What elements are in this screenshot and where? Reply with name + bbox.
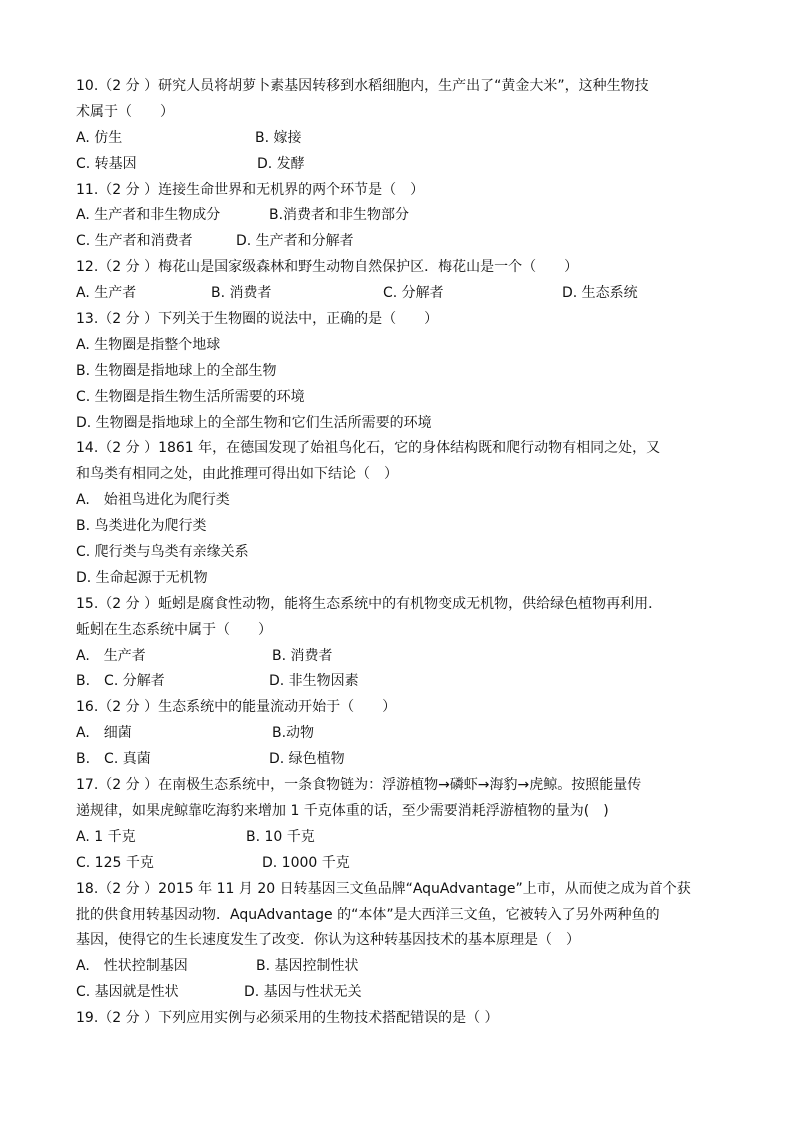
question-text: 基因，使得它的生长速度发生了改变．你认为这种转基因技术的基本原理是（ ）	[76, 932, 580, 949]
option-c[interactable]: C. 生物圈是指生物生活所需要的环境	[76, 388, 305, 405]
option-row	[76, 644, 726, 670]
question-13	[76, 307, 726, 436]
question-text: 递规律，如果虎鲸靠吃海豹来增加 1 千克体重的话，至少需要消耗浮游植物的量为( )	[76, 802, 609, 819]
question-text: 17.（2 分 ）在南极生态系统中，一条食物链为：浮游植物→磷虾→海豹→虎鲸。按照能量传	[76, 777, 642, 794]
option-c[interactable]: C. 125 千克	[76, 854, 154, 871]
option-a[interactable]: A. 性状控制基因	[76, 958, 188, 975]
option-c[interactable]: C. 爬行类与鸟类有亲缘关系	[76, 544, 249, 561]
option-a[interactable]: A. 仿生	[76, 129, 123, 146]
option-c[interactable]: C. 分解者	[383, 285, 444, 302]
option-b[interactable]: B. 消费者	[211, 285, 272, 302]
option-d[interactable]: D. 生产者和分解者	[236, 233, 354, 250]
option-row	[76, 152, 726, 178]
question-14	[76, 436, 726, 591]
option-row	[76, 954, 726, 980]
question-text: 16.（2 分 ）生态系统中的能量流动开始于（ ）	[76, 699, 397, 716]
option-a[interactable]: A. 始祖鸟进化为爬行类	[76, 492, 230, 509]
option-row	[76, 229, 726, 255]
question-text: 13.（2 分 ）下列关于生物圈的说法中，正确的是（ ）	[76, 311, 439, 328]
option-b[interactable]: B.消费者和非生物部分	[269, 207, 410, 224]
option-b[interactable]: B. 消费者	[272, 647, 333, 664]
option-row	[76, 281, 726, 307]
question-text: 11.（2 分 ）连接生命世界和无机界的两个环节是（ ）	[76, 181, 425, 198]
question-text: 14.（2 分 ）1861 年，在德国发现了始祖鸟化石，它的身体结构既和爬行动物有相同之处，又	[76, 440, 661, 457]
question-10	[76, 74, 726, 178]
option-a[interactable]: A. 生物圈是指整个地球	[76, 336, 221, 353]
option-row	[76, 747, 726, 773]
question-18	[76, 877, 726, 1006]
question-text: 18.（2 分 ）2015 年 11 月 20 日转基因三文鱼品牌“AquAdvantage”上市，从而使之成为首个获	[76, 880, 691, 897]
option-row	[76, 721, 726, 747]
question-text: 12.（2 分 ）梅花山是国家级森林和野生动物自然保护区．梅花山是一个（ ）	[76, 259, 579, 276]
option-a[interactable]: A. 1 千克	[76, 828, 136, 845]
option-d[interactable]: D. 绿色植物	[269, 751, 345, 768]
option-a[interactable]: A. 生产者	[76, 285, 137, 302]
option-a[interactable]: A. 细菌	[76, 725, 132, 742]
option-row	[76, 126, 726, 152]
question-19	[76, 1006, 726, 1032]
option-b[interactable]: B. 基因控制性状	[256, 958, 359, 975]
option-row	[76, 825, 726, 851]
question-11	[76, 178, 726, 256]
option-b[interactable]: B. 10 千克	[246, 828, 315, 845]
option-b[interactable]: B. 鸟类进化为爬行类	[76, 518, 207, 535]
question-15	[76, 592, 726, 696]
option-d[interactable]: D. 生命起源于无机物	[76, 569, 208, 586]
option-d[interactable]: D. 发酵	[257, 155, 305, 172]
option-row	[76, 203, 726, 229]
option-row	[76, 851, 726, 877]
question-17	[76, 773, 726, 877]
question-text: 10.（2 分 ）研究人员将胡萝卜素基因转移到水稻细胞内，生产出了“黄金大米”，这种生物技	[76, 78, 649, 94]
question-12	[76, 255, 726, 307]
option-d[interactable]: D. 基因与性状无关	[244, 984, 362, 1001]
question-text: 批的供食用转基因动物．AquAdvantage 的“本体”是大西洋三文鱼，它被转入了另外两种鱼的	[76, 906, 660, 923]
option-c[interactable]: C. 生产者和消费者	[76, 233, 193, 250]
option-d[interactable]: D. 非生物因素	[269, 673, 359, 690]
option-b[interactable]: B.动物	[272, 725, 315, 742]
option-c[interactable]: C. 基因就是性状	[76, 984, 179, 1001]
option-d[interactable]: D. 1000 千克	[262, 854, 350, 871]
question-text: 15.（2 分 ）蚯蚓是腐食性动物，能将生态系统中的有机物变成无机物，供给绿色植物再利用．	[76, 595, 663, 612]
question-text: 蚯蚓在生态系统中属于（ ）	[76, 621, 272, 638]
exam-page	[76, 74, 726, 1032]
option-d[interactable]: D. 生态系统	[562, 285, 638, 302]
option-c[interactable]: C. 转基因	[76, 155, 137, 172]
option-a[interactable]: A. 生产者和非生物成分	[76, 207, 221, 224]
question-text: 和鸟类有相同之处，由此推理可得出如下结论（ ）	[76, 466, 398, 483]
option-c[interactable]: B. C. 真菌	[76, 751, 151, 768]
option-b[interactable]: B. 嫁接	[255, 129, 302, 146]
option-row	[76, 980, 726, 1006]
option-b[interactable]: B. 生物圈是指地球上的全部生物	[76, 362, 277, 379]
option-a[interactable]: A. 生产者	[76, 647, 146, 664]
question-text: 19.（2 分 ）下列应用实例与必须采用的生物技术搭配错误的是（ ）	[76, 1010, 499, 1027]
question-16	[76, 695, 726, 773]
option-c[interactable]: B. C. 分解者	[76, 673, 165, 690]
option-row	[76, 669, 726, 695]
question-text: 术属于（ ）	[76, 103, 174, 120]
option-d[interactable]: D. 生物圈是指地球上的全部生物和它们生活所需要的环境	[76, 414, 432, 431]
